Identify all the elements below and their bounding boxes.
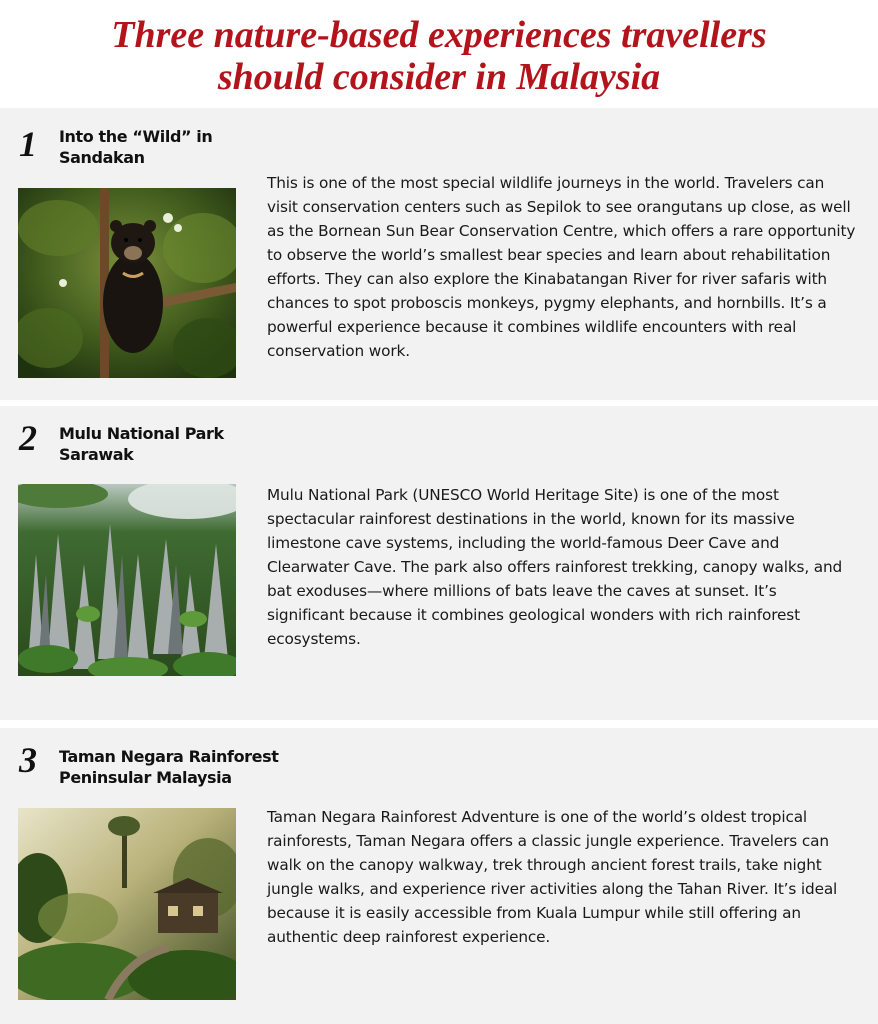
section-body: Taman Negara Rainforest Adventure is one of the world’s oldest tropical rainforests, Taman Negara offers a classic jungle experience. Travelers can walk on the canopy walkway, trek through ancient forest trails, take night jungle walks, and experience river activities along the Tahan River. It’s ideal because it is easily accessible from Kuala Lumpur while still offering an authentic deep rainforest experience. bbox=[267, 808, 838, 946]
pinnacles-icon bbox=[18, 484, 236, 676]
section-number: 2 bbox=[19, 418, 37, 458]
section-number: 1 bbox=[19, 124, 37, 164]
section-heading-line2: Sandakan bbox=[59, 148, 145, 167]
section-mulu bbox=[0, 406, 878, 720]
rainforest-lodge-icon bbox=[18, 808, 236, 1000]
section-heading bbox=[59, 423, 224, 465]
section-body: This is one of the most special wildlife journeys in the world. Travelers can visit conservation centers such as Sepilok to see orangutans up close, as well as the Bornean Sun Bear Conservation Centre, which offers a rare opportunity to observe the world’s smallest bear species and learn about rehabilitation efforts. They can also explore the Kinabatangan River for river safaris with chances to spot proboscis monkeys, pygmy elephants, and hornbills. It’s a powerful experience because it combines wildlife encounters with real conservation work. bbox=[267, 174, 856, 360]
section-heading-line2: Sarawak bbox=[59, 445, 134, 464]
section-heading-line1: Taman Negara Rainforest bbox=[59, 747, 279, 766]
page-title-line2: should consider in Malaysia bbox=[217, 56, 661, 98]
sun-bear-photo bbox=[18, 188, 236, 378]
section-taman-negara bbox=[0, 728, 878, 1024]
section-heading-line1: Into the “Wild” in bbox=[59, 127, 213, 146]
section-heading bbox=[59, 746, 279, 788]
section-sandakan bbox=[0, 108, 878, 400]
sun-bear-icon bbox=[18, 188, 236, 378]
section-number: 3 bbox=[19, 740, 37, 780]
section-heading-line2: Peninsular Malaysia bbox=[59, 768, 232, 787]
limestone-pinnacles-photo bbox=[18, 484, 236, 676]
page-title-line1: Three nature-based experiences travellers bbox=[111, 14, 767, 56]
rainforest-lodge-photo bbox=[18, 808, 236, 1000]
section-heading-line1: Mulu National Park bbox=[59, 424, 224, 443]
page-title bbox=[0, 14, 878, 98]
section-heading bbox=[59, 126, 212, 168]
section-body: Mulu National Park (UNESCO World Heritage Site) is one of the most spectacular rainforest destinations in the world, known for its massive limestone cave systems, including the world-famous Deer Cave and Clearwater Cave. The park also offers rainforest trekking, canopy walks, and bat exoduses—where millions of bats leave the caves at sunset. It’s significant because it combines geological wonders with rich rainforest ecosystems. bbox=[267, 486, 843, 648]
